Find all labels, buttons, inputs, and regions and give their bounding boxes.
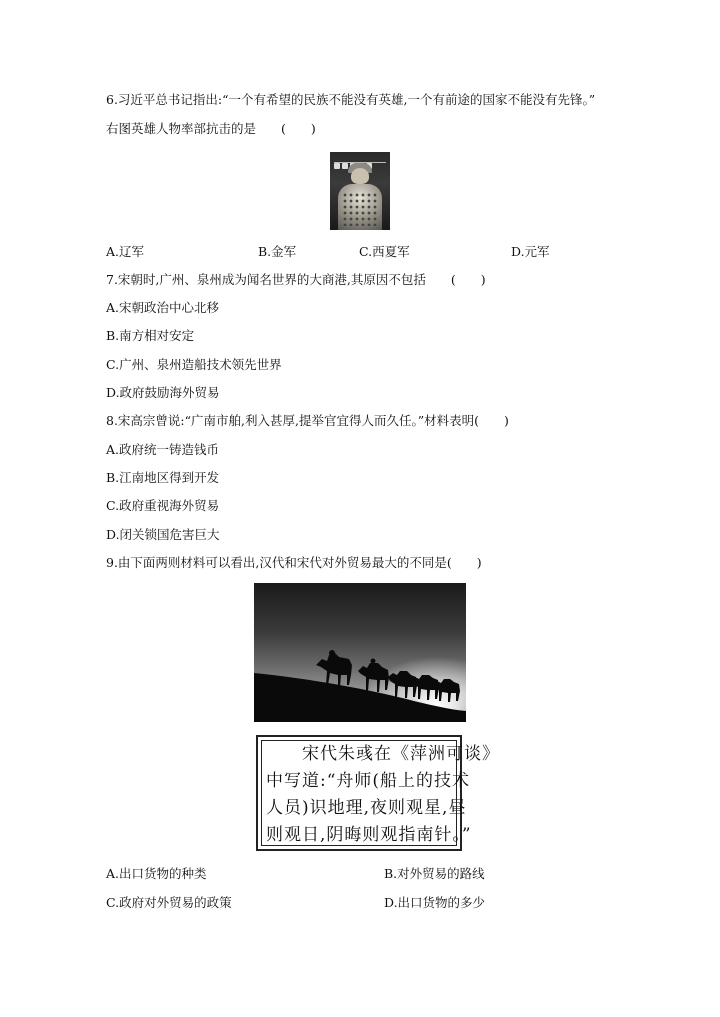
q6-stem-line1: 6.习近平总书记指出:“一个有希望的民族不能没有英雄,一个有前途的国家不能没有先锋。” [106, 92, 596, 107]
q8-stem: 8.宋高宗曾说:“广南市舶,利入甚厚,提举官宜得人而久任。”材料表明( ) [106, 413, 509, 428]
quotation-line: 中写道:“舟师(船上的技术 [266, 771, 471, 791]
q8-option-c: C.政府重视海外贸易 [106, 498, 220, 513]
q6-option-c: C.西夏军 [359, 244, 410, 259]
q9-option-b: B.对外贸易的路线 [384, 866, 485, 881]
q6-stem-line2: 右图英雄人物率部抗击的是 ( ) [106, 121, 316, 136]
q6-option-a: A.辽军 [106, 244, 145, 259]
q8-option-d: D.闭关锁国危害巨大 [106, 527, 220, 542]
q9-stem: 9.由下面两则材料可以看出,汉代和宋代对外贸易最大的不同是( ) [106, 555, 482, 570]
q9-option-d: D.出口货物的多少 [384, 895, 486, 910]
camel-caravan-image [254, 583, 466, 722]
q9-option-c: C.政府对外贸易的政策 [106, 895, 232, 910]
q7-option-c: C.广州、泉州造船技术领先世界 [106, 357, 282, 372]
q7-stem: 7.宋朝时,广州、泉州成为闻名世界的大商港,其原因不包括 ( ) [106, 272, 486, 287]
hero-title-lettering [334, 154, 386, 163]
q8-option-b: B.江南地区得到开发 [106, 470, 220, 485]
quotation-line: 人员)识地理,夜则观星,昼 [266, 798, 467, 818]
q7-option-d: D.政府鼓励海外贸易 [106, 385, 220, 400]
quotation-line: 宋代朱彧在《萍洲可谈》 [302, 744, 500, 764]
q8-option-a: A.政府统一铸造钱币 [106, 442, 220, 457]
q6-option-b: B.金军 [258, 244, 297, 259]
quotation-line: 则观日,阴晦则观指南针。” [266, 825, 472, 845]
quotation-box [256, 735, 500, 851]
q7-option-b: B.南方相对安定 [106, 328, 195, 343]
q7-option-a: A.宋朝政治中心北移 [106, 300, 220, 315]
camel-caravan-silhouette [254, 583, 466, 722]
q9-option-a: A.出口货物的种类 [106, 866, 207, 881]
hero-face [351, 168, 369, 184]
q6-option-d: D.元军 [511, 244, 550, 259]
hero-portrait-image [330, 152, 390, 230]
quotation-text [266, 741, 500, 849]
